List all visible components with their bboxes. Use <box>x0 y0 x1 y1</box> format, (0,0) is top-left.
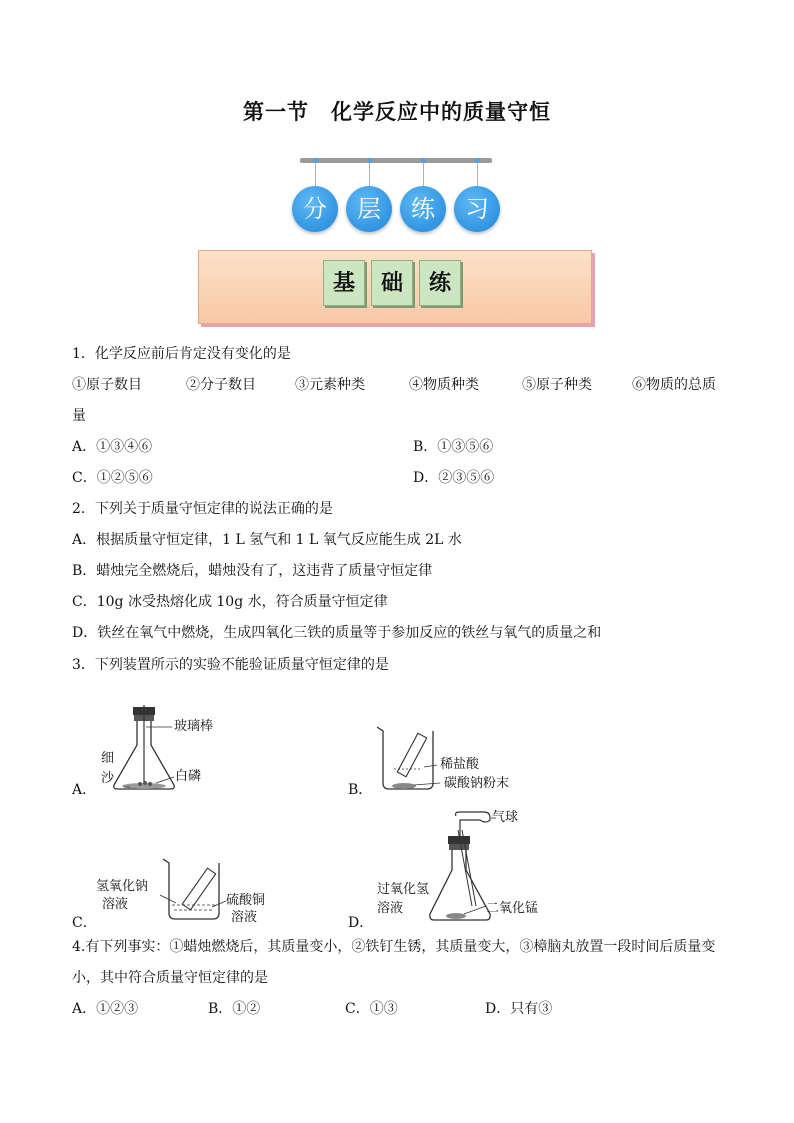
q1-item-5: ⑤原子种类 <box>522 377 592 393</box>
banner-tile-1: 基 <box>323 260 365 306</box>
q1-item-6: ⑥物质的总质 <box>632 377 716 393</box>
fig-a-sand-label-2: 沙 <box>101 771 115 786</box>
fig-b-acid-label: 稀盐酸 <box>440 757 480 772</box>
fig-d-balloon-label: 气球 <box>492 810 519 825</box>
tab-circle-1: 分 <box>292 186 338 232</box>
figure-c-beaker <box>160 855 240 925</box>
q1-item-4: ④物质种类 <box>409 377 479 393</box>
q4-option-d: D．只有③ <box>485 1001 553 1017</box>
fig-c-naoh-label-1: 氢氧化钠 <box>96 879 149 894</box>
fig-a-phos-label: 白磷 <box>175 769 202 784</box>
fig-a-sand-label-1: 细 <box>101 751 115 766</box>
q1-item-1: ①原子数目 <box>72 377 142 393</box>
q1-item-3: ③元素种类 <box>295 377 365 393</box>
q4-stem-line-2: 小，其中符合质量守恒定律的是 <box>72 970 268 986</box>
q1-option-a: A．①③④⑥ <box>72 439 153 455</box>
q4-option-b: B．①② <box>208 1001 261 1017</box>
banner-tile-3: 练 <box>419 260 461 306</box>
fig-d-h2o2-label-1: 过氧化氢 <box>377 882 430 897</box>
fig-d-mno2-label: 二氧化锰 <box>486 901 539 916</box>
tab-circle-4: 习 <box>454 186 500 232</box>
q2-option-d: D．铁丝在氧气中燃烧，生成四氧化三铁的质量等于参加反应的铁丝与氧气的质量之和 <box>72 625 602 641</box>
fig-a-rod-label: 玻璃棒 <box>174 719 214 734</box>
tab-circle-2: 层 <box>346 186 392 232</box>
header-rail <box>300 158 492 163</box>
fig-b-powder-label: 碳酸钠粉末 <box>444 776 510 791</box>
q1-option-b: B．①③⑤⑥ <box>413 439 494 455</box>
q1-item-2: ②分子数目 <box>186 377 256 393</box>
q4-stem-line-1: 4.有下列事实：①蜡烛燃烧后，其质量变小，②铁钉生锈，其质量变大，③樟脑丸放置一段时间后质量变 <box>72 939 716 955</box>
q3-letter-b: B． <box>348 782 373 798</box>
q3-letter-a: A． <box>72 782 97 798</box>
banner-tile-2: 础 <box>371 260 413 306</box>
q3-letter-d: D． <box>348 915 374 931</box>
q2-stem: 2．下列关于质量守恒定律的说法正确的是 <box>72 501 333 517</box>
q4-option-a: A．①②③ <box>72 1001 139 1017</box>
section-banner-title <box>323 260 461 306</box>
fig-c-cuso-label-2: 溶液 <box>231 910 258 925</box>
fig-c-naoh-label-2: 溶液 <box>102 897 129 912</box>
page-title: 第一节 化学反应中的质量守恒 <box>243 100 551 124</box>
q4-option-c: C．①③ <box>345 1001 398 1017</box>
q3-stem: 3．下列装置所示的实验不能验证质量守恒定律的是 <box>72 657 389 673</box>
fig-c-cuso-label-1: 硫酸铜 <box>226 893 266 908</box>
q2-option-b: B．蜡烛完全燃烧后，蜡烛没有了，这违背了质量守恒定律 <box>72 563 433 579</box>
q1-option-d: D．②③⑤⑥ <box>413 470 495 486</box>
q1-item-cont: 量 <box>72 408 86 424</box>
q1-option-c: C．①②⑤⑥ <box>72 470 153 486</box>
q1-stem: 1．化学反应前后肯定没有变化的是 <box>72 346 291 362</box>
fig-d-h2o2-label-2: 溶液 <box>377 901 404 916</box>
tab-circle-3: 练 <box>400 186 446 232</box>
q2-option-c: C．10g 冰受热熔化成 10g 水，符合质量守恒定律 <box>72 594 388 610</box>
q2-option-a: A．根据质量守恒定律，1 L 氢气和 1 L 氧气反应能生成 2L 水 <box>72 532 462 548</box>
q3-letter-c: C． <box>72 915 97 931</box>
